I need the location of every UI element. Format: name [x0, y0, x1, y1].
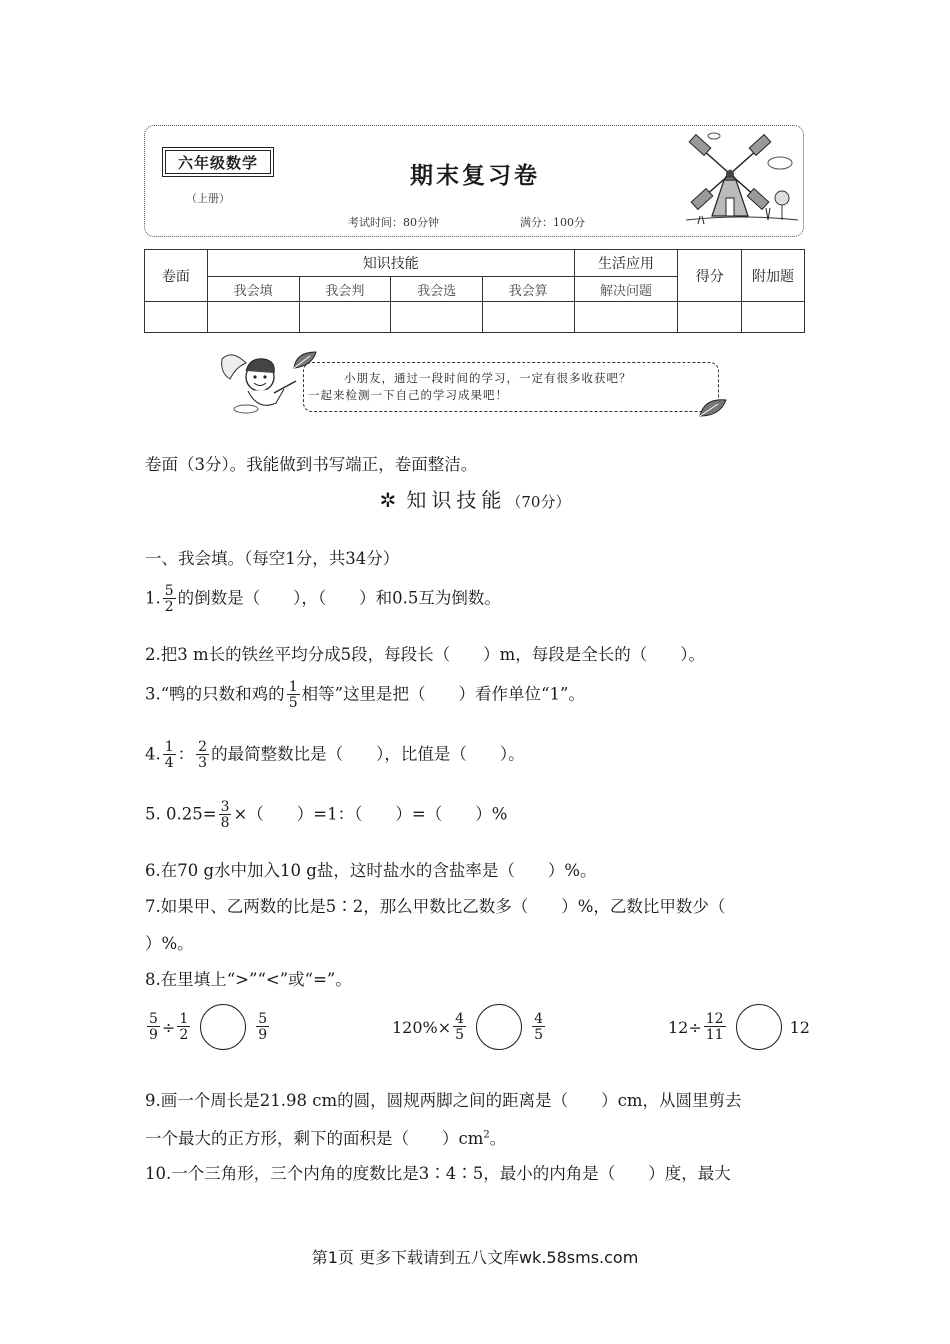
flower-icon: ✲	[379, 488, 402, 512]
windmill-illustration	[682, 128, 800, 236]
sub-judge: 我会判	[299, 277, 391, 302]
question-5: 5. 0.25= $\frac{3}{8}$ ×（ ）=1：（ ）=（ ）%	[145, 799, 508, 831]
question-6: 6.在70 g水中加入10 g盐，这时盐水的含盐率是（ ）%。	[145, 861, 597, 880]
question-8: 8.在里填上“>”“<”或“=”。	[145, 970, 352, 989]
group-life: 生活应用	[574, 250, 678, 277]
bubble-line-1: 小朋友，通过一段时间的学习，一定有很多收获吧？	[344, 371, 632, 385]
exam-time: 考试时间：80分钟	[348, 216, 439, 229]
question-1: 1. $\frac{5}{2}$ 的倒数是（ ），（ ）和0.5互为倒数。	[145, 583, 501, 615]
compare-circle-3[interactable]	[736, 1004, 782, 1050]
sub-calc: 我会算	[482, 277, 574, 302]
section-points: （70分）	[506, 493, 571, 511]
score-cell[interactable]	[391, 302, 483, 333]
question-9-line-2: 一个最大的正方形，剩下的面积是（ ）$cm^2$。	[145, 1129, 507, 1148]
sub-fill: 我会填	[207, 277, 299, 302]
part1-title: 一、我会填。（每空1分，共34分）	[145, 549, 400, 568]
col-bonus: 附加题	[742, 250, 805, 302]
question-3: 3.“鸭的只数和鸡的 $\frac{1}{5}$ 相等”这里是把（ ）看作单位“1”。	[145, 679, 585, 711]
question-7-line-2: ）%。	[145, 934, 194, 953]
compare-item-1: $\frac{5}{9}$ ÷ $\frac{1}{2}$ $\frac{5}{9}$	[145, 1000, 271, 1054]
question-4: 4. $\frac{1}{4}$ ： $\frac{2}{3}$ 的最简整数比是（ ），比值是（ ）。	[145, 739, 525, 771]
bubble-text	[308, 370, 716, 404]
sub-solve: 解决问题	[574, 277, 678, 302]
score-cell[interactable]	[145, 302, 208, 333]
score-cell[interactable]	[742, 302, 805, 333]
compare-item-3: 12 ÷ $\frac{12}{11}$ 12	[668, 1000, 810, 1054]
page-footer: 第1页 更多下载请到五八文库wk.58sms.com	[311, 1248, 639, 1267]
angel-illustration	[218, 349, 300, 415]
sub-choose: 我会选	[391, 277, 483, 302]
question-10: 10.一个三角形，三个内角的度数比是3∶4∶5，最小的内角是（ ）度，最大	[145, 1164, 731, 1183]
score-cell[interactable]	[482, 302, 574, 333]
question-7-line-1: 7.如果甲、乙两数的比是5∶2，那么甲数比乙数多（ ）%，乙数比甲数少（	[145, 897, 726, 916]
paper-note: 卷面（3分）。我能做到书写端正，卷面整洁。	[145, 455, 478, 474]
section-heading	[0, 484, 950, 513]
question-9-line-1: 9.画一个周长是21.98 cm的圆，圆规两脚之间的距离是（ ）cm，从圆里剪去	[145, 1091, 742, 1110]
score-cell[interactable]	[678, 302, 742, 333]
grade-badge	[162, 147, 274, 177]
volume-label: （上册）	[186, 192, 230, 205]
question-2: 2.把3 m长的铁丝平均分成5段，每段长（ ）m，每段是全长的（ ）。	[145, 645, 706, 664]
score-cell[interactable]	[574, 302, 678, 333]
bubble-line-2: 一起来检测一下自己的学习成果吧！	[308, 388, 508, 402]
group-knowledge: 知识技能	[207, 250, 574, 277]
compare-item-2: 120% × $\frac{4}{5}$ $\frac{4}{5}$	[392, 1000, 547, 1054]
col-score: 得分	[678, 250, 742, 302]
score-cell[interactable]	[299, 302, 391, 333]
compare-circle-1[interactable]	[200, 1004, 246, 1050]
exam-title: 期末复习卷	[410, 163, 540, 189]
score-cell[interactable]	[207, 302, 299, 333]
section-title: 知识技能	[406, 488, 507, 512]
leaf-icon	[292, 350, 318, 370]
grade-label: 六年级数学	[165, 150, 271, 174]
compare-circle-2[interactable]	[476, 1004, 522, 1050]
full-score: 满分：100分	[520, 216, 585, 229]
col-paper: 卷面	[145, 250, 208, 302]
score-table	[144, 249, 805, 333]
